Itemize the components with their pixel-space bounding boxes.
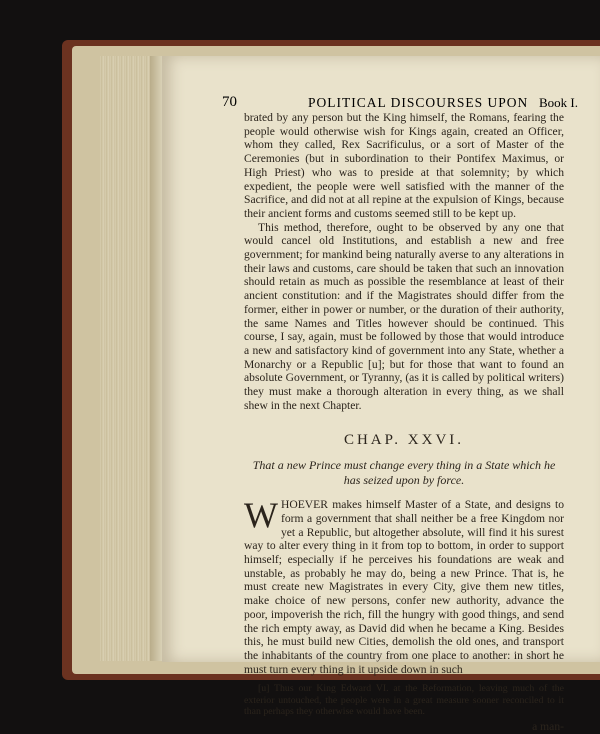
chapter-subtitle: That a new Prince must change every thing in a State which he has seized upon by force. [252,458,556,488]
paragraph-3 [244,495,564,676]
book-label: Book I. [539,95,578,110]
page-number: 70 [222,94,237,110]
paragraph-2: This method, therefore, ought to be observed by any one that would cancel old Institutions, and establish a new and free government; for mankind being naturally averse to any alterations in their laws and customs, care should be taken that such an innovation should retain as much as possible the resemblance at least of their ancient constitution: and if the Magistrates should differ from the former, either in power or number, or the duration of their authority, the same Names and Titles however should be continued. This course, I say, again, must be followed by those that would introduce a new and satisfactory kind of government into any State, whether a Monarchy or a Republic [u]; but for those that want to found an absolute Government, or Tyranny, (as it is called by political writers) they must make a thorough alteration in every thing, as we shall shew in the next Chapter. [244,220,564,412]
paragraph-3-text: HOEVER makes himself Master of a State, and designs to form a government that shall neither be a free Kingdom nor yet a Republic, but altogether absolute, will find it his surest way to alter every thing in it from top to bottom, in order to support himself; especially if he perceives his foundations are weak and unstable, as probably he may do, being a new Prince. That is, he must create new Magistrates in every City, give them new titles, make choice of new persons, confer new authority, advance the poor, impoverish the rich, fill the hungry with good things, and send the rich empty away, as David did when he became a King. Besides this, he must build new Cities, demolish the old ones, and transport the inhabitants of the country from one place to another: in short he must turn every thing in it upside down in such [244,498,564,676]
running-title: POLITICAL DISCOURSES UPON [308,95,529,110]
footnote: [u] Thus our King Edward VI. at the Reformation, leaving much of the exterior untouched, the people were in a great measure sooner reconciled to it than perhaps they otherwise would have been. [244,683,564,717]
chapter-heading: CHAP. XXVI. [343,432,465,449]
running-header [222,94,588,112]
catchword: a man- [532,719,564,733]
drop-cap: W [244,495,278,536]
page-text [244,111,564,734]
paragraph-1: brated by any person but the King himself, the Romans, fearing the people would otherwise wish for Kings again, created an Officer, whom they called, Rex Sacrificulus, or a sort of Master of the Ceremonies (but in subordination to their Pontifex Maximus, or High Priest) who was to preside at that solemnity; by which expedient, the people were well satisfied with the manner of the Sacrifice, and did not at all repine at the expulsion of Kings, because their ancient forms and customs seemed still to be kept up. [244,111,564,220]
